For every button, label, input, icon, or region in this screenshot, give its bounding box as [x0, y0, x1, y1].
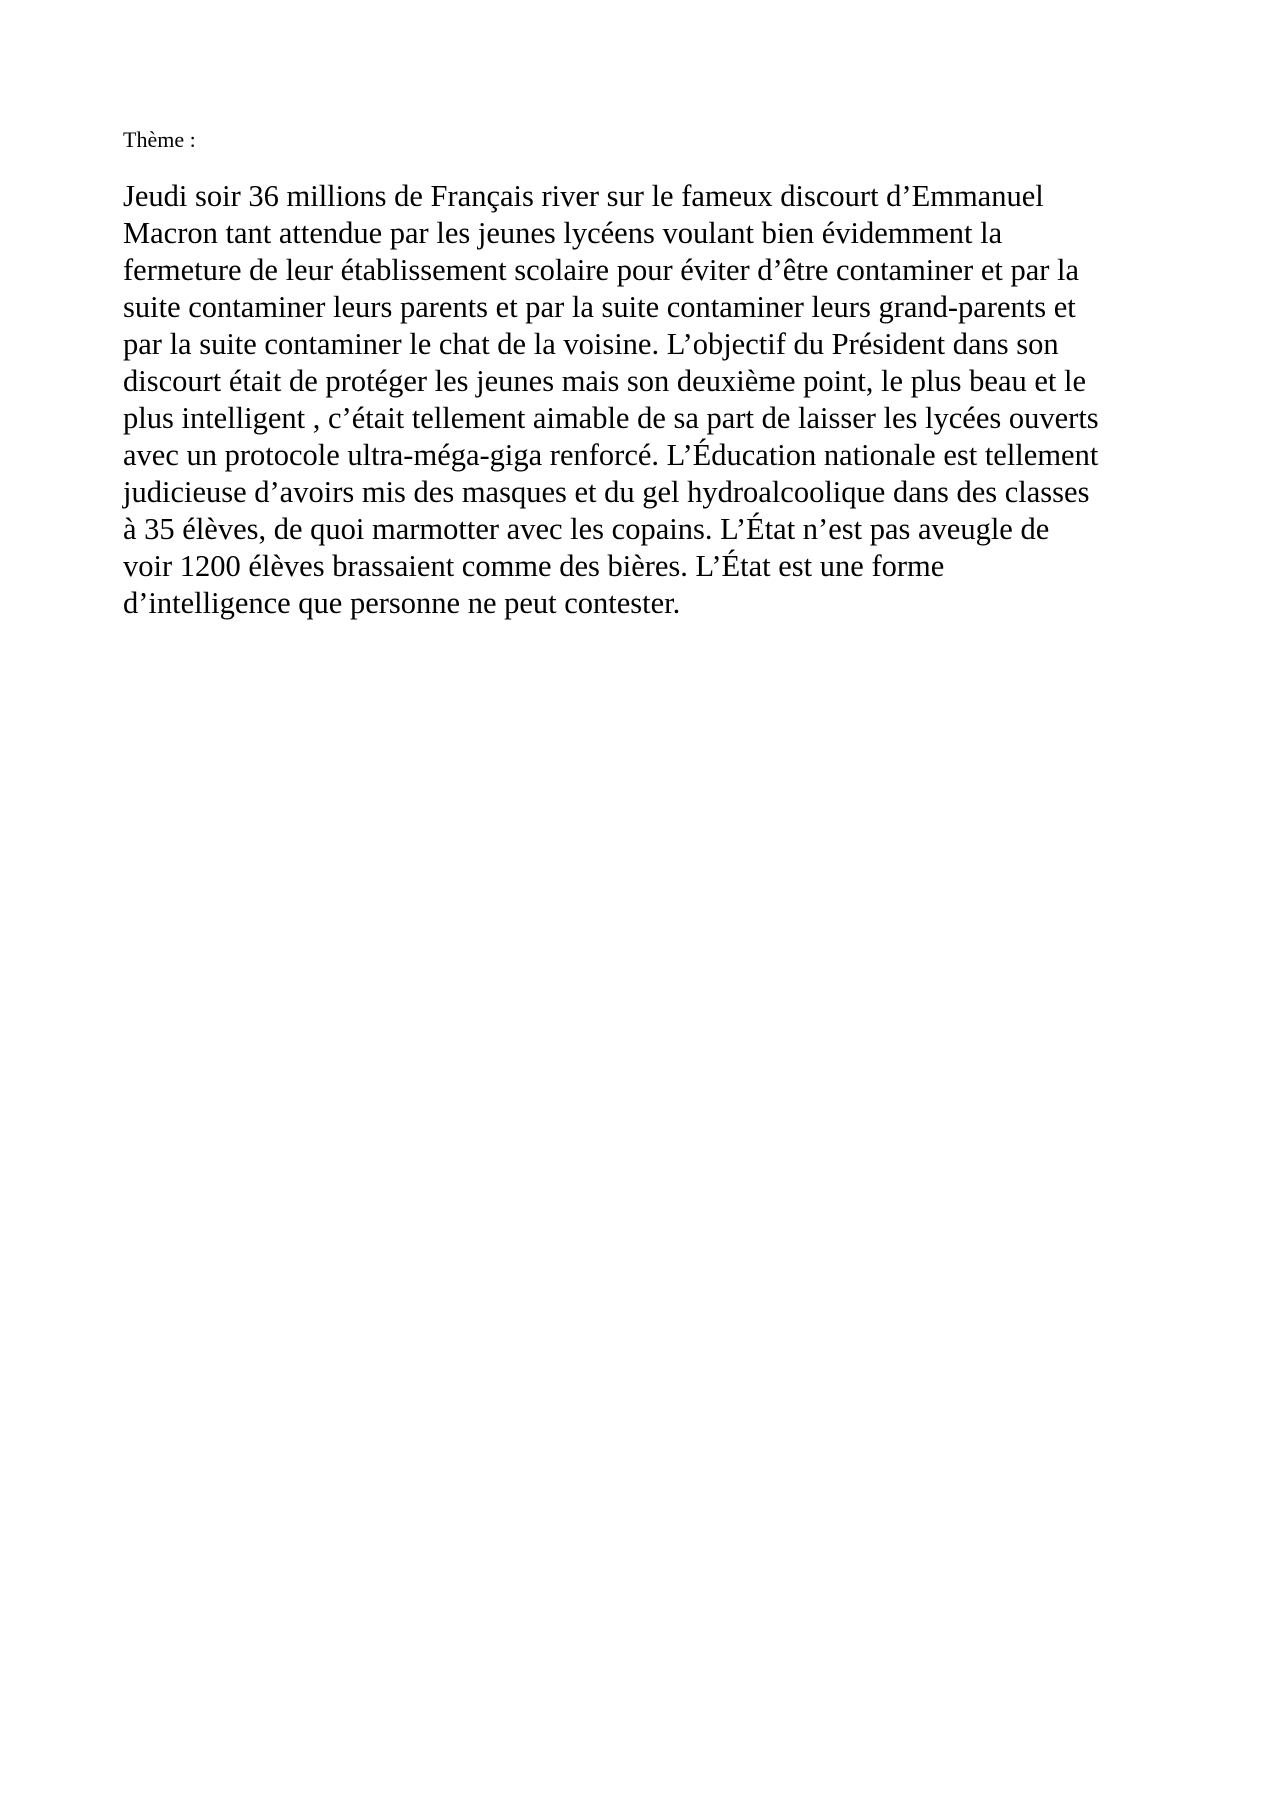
- paragraph-line: par la suite contaminer le chat de la voisine. L’objectif du Président dans son: [123, 327, 1059, 361]
- paragraph-line: judicieuse d’avoirs mis des masques et du gel hydroalcoolique dans des classes: [123, 475, 1090, 509]
- body-paragraph: [123, 178, 1163, 622]
- paragraph-line: fermeture de leur établissement scolaire pour éviter d’être contaminer et par la: [123, 253, 1080, 287]
- document-body: [123, 120, 1163, 622]
- paragraph-line: discourt était de protéger les jeunes mais son deuxième point, le plus beau et le: [123, 364, 1087, 398]
- paragraph-line: suite contaminer leurs parents et par la suite contaminer leurs grand-parents et: [123, 290, 1076, 324]
- paragraph-line: plus intelligent , c’était tellement aimable de sa part de laisser les lycées ouverts: [123, 401, 1099, 435]
- paragraph-line: Jeudi soir 36 millions de Français river sur le fameux discourt d’Emmanuel: [123, 179, 1044, 213]
- paragraph-line: voir 1200 élèves brassaient comme des bières. L’État est une forme: [123, 549, 945, 583]
- paragraph-line: avec un protocole ultra-méga-giga renforcé. L’Éducation nationale est tellement: [123, 438, 1099, 472]
- paragraph-line: à 35 élèves, de quoi marmotter avec les copains. L’État n’est pas aveugle de: [123, 512, 1050, 546]
- paragraph-line: d’intelligence que personne ne peut contester.: [123, 586, 681, 620]
- theme-label: Thème :: [123, 127, 196, 152]
- paragraph-line: Macron tant attendue par les jeunes lycéens voulant bien évidemment la: [123, 216, 1003, 250]
